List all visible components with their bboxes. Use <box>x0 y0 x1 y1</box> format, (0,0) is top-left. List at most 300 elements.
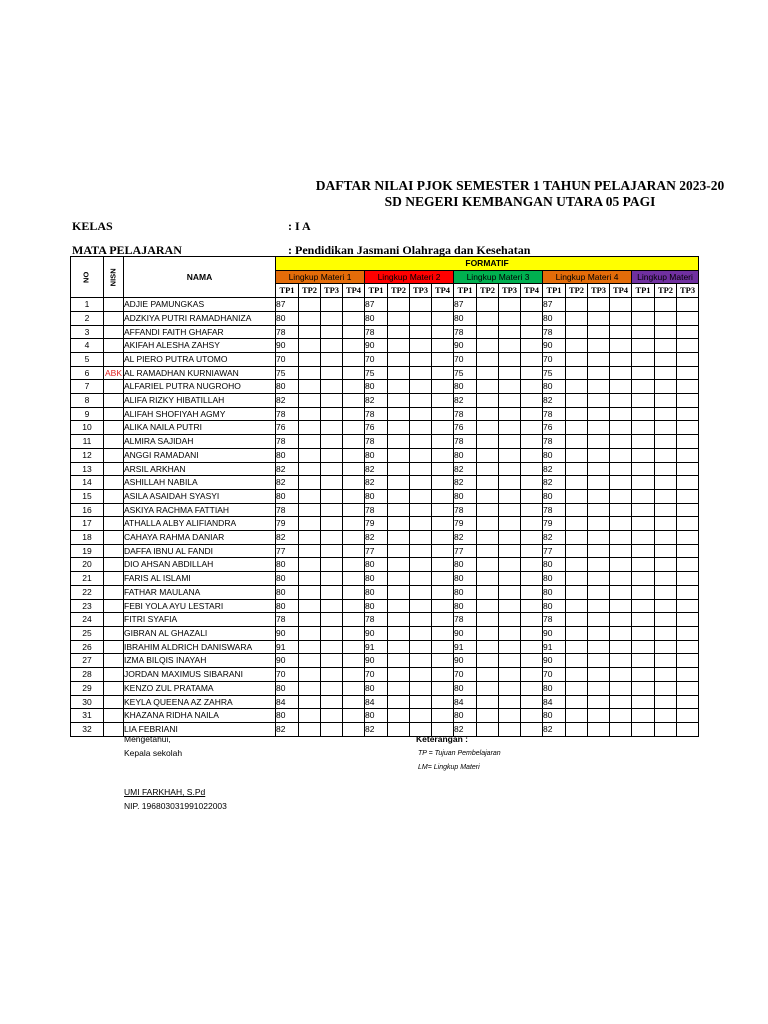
empty-cell <box>655 462 677 476</box>
empty-cell <box>588 503 610 517</box>
empty-cell <box>321 654 343 668</box>
lingkup-materi-header: Lingkup Materi 4 <box>543 270 632 284</box>
empty-cell <box>388 476 410 490</box>
empty-cell <box>632 517 655 531</box>
tp-header: TP3 <box>410 284 432 298</box>
empty-cell <box>610 517 632 531</box>
empty-cell <box>343 476 365 490</box>
empty-cell <box>610 668 632 682</box>
empty-cell <box>655 298 677 312</box>
empty-cell <box>388 681 410 695</box>
score-cell: 84 <box>365 695 388 709</box>
empty-cell <box>388 654 410 668</box>
empty-cell <box>388 558 410 572</box>
row-nisn <box>104 681 124 695</box>
score-cell: 80 <box>276 448 299 462</box>
score-cell: 77 <box>454 544 477 558</box>
mapel-label: MATA PELAJARAN <box>72 243 182 257</box>
empty-cell <box>677 421 699 435</box>
student-name: AL PIERO PUTRA UTOMO <box>124 352 276 366</box>
score-cell: 80 <box>365 380 388 394</box>
empty-cell <box>632 311 655 325</box>
empty-cell <box>610 544 632 558</box>
empty-cell <box>343 709 365 723</box>
empty-cell <box>632 709 655 723</box>
empty-cell <box>388 380 410 394</box>
empty-cell <box>655 435 677 449</box>
empty-cell <box>388 366 410 380</box>
table-row <box>71 695 699 709</box>
empty-cell <box>632 572 655 586</box>
empty-cell <box>343 613 365 627</box>
empty-cell <box>521 311 543 325</box>
empty-cell <box>410 640 432 654</box>
empty-cell <box>655 695 677 709</box>
empty-cell <box>566 407 588 421</box>
empty-cell <box>655 339 677 353</box>
row-number: 4 <box>71 339 104 353</box>
score-cell: 76 <box>543 421 566 435</box>
score-cell: 80 <box>454 709 477 723</box>
empty-cell <box>566 722 588 736</box>
student-name: ASHILLAH NABILA <box>124 476 276 490</box>
row-number: 28 <box>71 668 104 682</box>
empty-cell <box>521 421 543 435</box>
row-number: 14 <box>71 476 104 490</box>
row-nisn <box>104 695 124 709</box>
empty-cell <box>321 709 343 723</box>
score-cell: 91 <box>454 640 477 654</box>
tp-header: TP3 <box>677 284 699 298</box>
empty-cell <box>588 435 610 449</box>
header-row-formatif <box>71 257 699 271</box>
empty-cell <box>566 503 588 517</box>
empty-cell <box>566 517 588 531</box>
empty-cell <box>432 489 454 503</box>
empty-cell <box>499 668 521 682</box>
empty-cell <box>632 681 655 695</box>
empty-cell <box>677 325 699 339</box>
empty-cell <box>632 668 655 682</box>
score-cell: 82 <box>365 476 388 490</box>
empty-cell <box>610 339 632 353</box>
empty-cell <box>655 613 677 627</box>
empty-cell <box>521 668 543 682</box>
table-row <box>71 681 699 695</box>
empty-cell <box>499 435 521 449</box>
table-row <box>71 407 699 421</box>
row-number: 24 <box>71 613 104 627</box>
empty-cell <box>632 626 655 640</box>
row-number: 9 <box>71 407 104 421</box>
empty-cell <box>499 722 521 736</box>
row-number: 10 <box>71 421 104 435</box>
empty-cell <box>388 544 410 558</box>
empty-cell <box>343 298 365 312</box>
empty-cell <box>299 640 321 654</box>
score-cell: 90 <box>276 626 299 640</box>
empty-cell <box>566 599 588 613</box>
empty-cell <box>299 462 321 476</box>
empty-cell <box>388 339 410 353</box>
empty-cell <box>477 407 499 421</box>
table-row <box>71 435 699 449</box>
empty-cell <box>343 503 365 517</box>
empty-cell <box>655 394 677 408</box>
empty-cell <box>343 352 365 366</box>
empty-cell <box>343 462 365 476</box>
empty-cell <box>477 503 499 517</box>
score-cell: 78 <box>365 613 388 627</box>
empty-cell <box>321 407 343 421</box>
row-number: 1 <box>71 298 104 312</box>
tp-header: TP4 <box>521 284 543 298</box>
score-cell: 80 <box>543 380 566 394</box>
empty-cell <box>521 503 543 517</box>
score-cell: 87 <box>454 298 477 312</box>
score-cell: 78 <box>454 613 477 627</box>
no-header-label: NO <box>81 271 91 284</box>
empty-cell <box>677 489 699 503</box>
empty-cell <box>477 325 499 339</box>
empty-cell <box>499 585 521 599</box>
row-nisn <box>104 599 124 613</box>
row-nisn <box>104 544 124 558</box>
score-cell: 80 <box>365 709 388 723</box>
empty-cell <box>588 352 610 366</box>
row-nisn <box>104 448 124 462</box>
empty-cell <box>388 531 410 545</box>
empty-cell <box>343 668 365 682</box>
row-nisn <box>104 380 124 394</box>
empty-cell <box>677 558 699 572</box>
empty-cell <box>655 681 677 695</box>
empty-cell <box>299 599 321 613</box>
empty-cell <box>677 668 699 682</box>
mapel-value: : Pendidikan Jasmani Olahraga dan Kesehatan <box>288 243 531 257</box>
empty-cell <box>521 517 543 531</box>
empty-cell <box>477 489 499 503</box>
score-cell: 90 <box>543 654 566 668</box>
empty-cell <box>521 531 543 545</box>
empty-cell <box>432 654 454 668</box>
empty-cell <box>410 407 432 421</box>
empty-cell <box>299 531 321 545</box>
score-cell: 84 <box>543 695 566 709</box>
score-cell: 80 <box>454 311 477 325</box>
empty-cell <box>343 407 365 421</box>
row-number: 2 <box>71 311 104 325</box>
score-cell: 82 <box>543 476 566 490</box>
empty-cell <box>521 709 543 723</box>
empty-cell <box>677 613 699 627</box>
empty-cell <box>610 585 632 599</box>
empty-cell <box>566 298 588 312</box>
score-cell: 80 <box>543 599 566 613</box>
score-cell: 80 <box>454 489 477 503</box>
row-nisn <box>104 407 124 421</box>
empty-cell <box>477 531 499 545</box>
row-number: 23 <box>71 599 104 613</box>
empty-cell <box>410 626 432 640</box>
empty-cell <box>299 572 321 586</box>
empty-cell <box>410 531 432 545</box>
row-nisn <box>104 435 124 449</box>
score-cell: 82 <box>543 531 566 545</box>
empty-cell <box>321 339 343 353</box>
empty-cell <box>677 394 699 408</box>
empty-cell <box>632 544 655 558</box>
student-name: AFFANDI FAITH GHAFAR <box>124 325 276 339</box>
row-number: 21 <box>71 572 104 586</box>
score-cell: 78 <box>276 325 299 339</box>
empty-cell <box>677 640 699 654</box>
score-cell: 70 <box>276 668 299 682</box>
score-cell: 77 <box>276 544 299 558</box>
empty-cell <box>588 407 610 421</box>
empty-cell <box>432 531 454 545</box>
student-name: FITRI SYAFIA <box>124 613 276 627</box>
score-cell: 82 <box>454 722 477 736</box>
empty-cell <box>299 654 321 668</box>
empty-cell <box>521 572 543 586</box>
table-row <box>71 421 699 435</box>
empty-cell <box>321 585 343 599</box>
empty-cell <box>321 421 343 435</box>
empty-cell <box>388 298 410 312</box>
empty-cell <box>410 654 432 668</box>
row-number: 7 <box>71 380 104 394</box>
empty-cell <box>588 558 610 572</box>
empty-cell <box>566 640 588 654</box>
empty-cell <box>410 462 432 476</box>
empty-cell <box>477 626 499 640</box>
empty-cell <box>432 311 454 325</box>
empty-cell <box>655 585 677 599</box>
formatif-header: FORMATIF <box>276 257 699 271</box>
empty-cell <box>566 339 588 353</box>
empty-cell <box>321 640 343 654</box>
empty-cell <box>655 503 677 517</box>
row-nisn: ABK <box>104 366 124 380</box>
empty-cell <box>588 339 610 353</box>
table-row <box>71 613 699 627</box>
row-number: 3 <box>71 325 104 339</box>
empty-cell <box>677 339 699 353</box>
table-row <box>71 325 699 339</box>
empty-cell <box>632 298 655 312</box>
empty-cell <box>410 709 432 723</box>
empty-cell <box>499 626 521 640</box>
empty-cell <box>632 585 655 599</box>
empty-cell <box>610 709 632 723</box>
empty-cell <box>521 613 543 627</box>
empty-cell <box>477 613 499 627</box>
empty-cell <box>499 558 521 572</box>
empty-cell <box>388 517 410 531</box>
empty-cell <box>432 544 454 558</box>
empty-cell <box>521 298 543 312</box>
empty-cell <box>343 380 365 394</box>
empty-cell <box>655 640 677 654</box>
empty-cell <box>299 339 321 353</box>
student-name: AL RAMADHAN KURNIAWAN <box>124 366 276 380</box>
empty-cell <box>410 681 432 695</box>
student-name: ANGGI RAMADANI <box>124 448 276 462</box>
empty-cell <box>610 435 632 449</box>
empty-cell <box>566 544 588 558</box>
score-cell: 82 <box>365 394 388 408</box>
empty-cell <box>677 311 699 325</box>
empty-cell <box>321 681 343 695</box>
score-cell: 78 <box>454 325 477 339</box>
empty-cell <box>410 558 432 572</box>
score-cell: 90 <box>276 339 299 353</box>
empty-cell <box>477 421 499 435</box>
score-cell: 79 <box>543 517 566 531</box>
table-row <box>71 489 699 503</box>
empty-cell <box>610 394 632 408</box>
score-cell: 87 <box>365 298 388 312</box>
empty-cell <box>432 599 454 613</box>
empty-cell <box>632 613 655 627</box>
score-cell: 91 <box>543 640 566 654</box>
empty-cell <box>610 654 632 668</box>
student-name: FATHAR MAULANA <box>124 585 276 599</box>
row-number: 27 <box>71 654 104 668</box>
empty-cell <box>521 448 543 462</box>
score-cell: 80 <box>276 311 299 325</box>
empty-cell <box>477 311 499 325</box>
table-row <box>71 476 699 490</box>
score-cell: 80 <box>365 681 388 695</box>
row-nisn <box>104 352 124 366</box>
table-row <box>71 572 699 586</box>
score-cell: 78 <box>454 435 477 449</box>
empty-cell <box>588 489 610 503</box>
table-row <box>71 585 699 599</box>
empty-cell <box>499 531 521 545</box>
empty-cell <box>410 325 432 339</box>
empty-cell <box>588 654 610 668</box>
empty-cell <box>477 695 499 709</box>
student-name: ARSIL ARKHAN <box>124 462 276 476</box>
student-name: ASKIYA RACHMA FATTIAH <box>124 503 276 517</box>
score-cell: 90 <box>365 339 388 353</box>
score-cell: 75 <box>365 366 388 380</box>
empty-cell <box>566 585 588 599</box>
empty-cell <box>321 503 343 517</box>
empty-cell <box>499 681 521 695</box>
empty-cell <box>521 695 543 709</box>
score-cell: 80 <box>543 585 566 599</box>
document-title: DAFTAR NILAI PJOK SEMESTER 1 TAHUN PELAJARAN 2023-20 <box>315 178 725 193</box>
empty-cell <box>499 421 521 435</box>
empty-cell <box>677 435 699 449</box>
empty-cell <box>632 366 655 380</box>
school-name: SD NEGERI KEMBANGAN UTARA 05 PAGI <box>384 194 656 209</box>
empty-cell <box>566 695 588 709</box>
table-row <box>71 531 699 545</box>
score-cell: 82 <box>543 394 566 408</box>
score-cell: 79 <box>276 517 299 531</box>
score-cell: 76 <box>454 421 477 435</box>
empty-cell <box>477 352 499 366</box>
table-row <box>71 626 699 640</box>
table-row <box>71 599 699 613</box>
empty-cell <box>632 599 655 613</box>
empty-cell <box>343 489 365 503</box>
empty-cell <box>588 613 610 627</box>
lingkup-materi-header: Lingkup Materi <box>632 270 699 284</box>
empty-cell <box>566 572 588 586</box>
score-cell: 82 <box>365 531 388 545</box>
empty-cell <box>432 421 454 435</box>
empty-cell <box>588 366 610 380</box>
row-nisn <box>104 339 124 353</box>
row-nisn <box>104 531 124 545</box>
empty-cell <box>388 462 410 476</box>
empty-cell <box>677 585 699 599</box>
empty-cell <box>299 298 321 312</box>
score-cell: 90 <box>454 339 477 353</box>
empty-cell <box>499 503 521 517</box>
score-cell: 82 <box>276 722 299 736</box>
empty-cell <box>410 448 432 462</box>
table-row <box>71 394 699 408</box>
table-row <box>71 380 699 394</box>
score-cell: 90 <box>276 654 299 668</box>
row-number: 17 <box>71 517 104 531</box>
score-cell: 80 <box>276 709 299 723</box>
tp-header: TP4 <box>610 284 632 298</box>
empty-cell <box>499 544 521 558</box>
empty-cell <box>521 352 543 366</box>
empty-cell <box>299 435 321 449</box>
empty-cell <box>432 339 454 353</box>
empty-cell <box>566 558 588 572</box>
tp-header: TP2 <box>477 284 499 298</box>
score-cell: 78 <box>276 503 299 517</box>
row-number: 29 <box>71 681 104 695</box>
empty-cell <box>588 695 610 709</box>
score-cell: 80 <box>454 558 477 572</box>
table-row <box>71 366 699 380</box>
score-cell: 90 <box>454 654 477 668</box>
score-cell: 82 <box>365 722 388 736</box>
empty-cell <box>432 695 454 709</box>
principal-name: UMI FARKHAH, S.Pd <box>124 787 206 797</box>
empty-cell <box>477 585 499 599</box>
empty-cell <box>299 476 321 490</box>
empty-cell <box>388 448 410 462</box>
row-nisn <box>104 572 124 586</box>
empty-cell <box>410 352 432 366</box>
empty-cell <box>432 640 454 654</box>
empty-cell <box>410 435 432 449</box>
empty-cell <box>632 654 655 668</box>
empty-cell <box>655 558 677 572</box>
score-cell: 80 <box>276 681 299 695</box>
empty-cell <box>410 695 432 709</box>
row-nisn <box>104 585 124 599</box>
empty-cell <box>321 380 343 394</box>
empty-cell <box>588 626 610 640</box>
empty-cell <box>499 448 521 462</box>
student-name: KEYLA QUEENA AZ ZAHRA <box>124 695 276 709</box>
student-name: ASILA ASAIDAH SYASYI <box>124 489 276 503</box>
empty-cell <box>477 640 499 654</box>
